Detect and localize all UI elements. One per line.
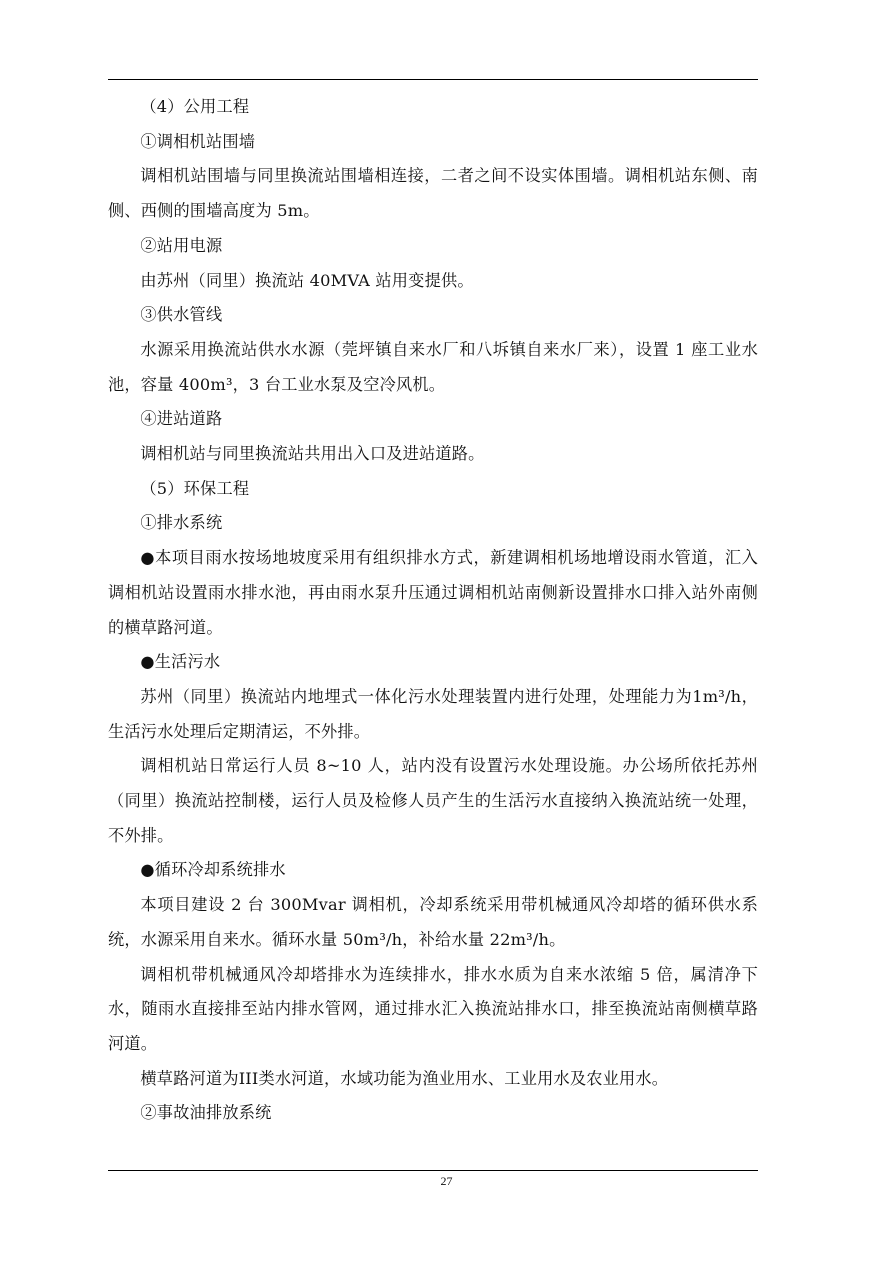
paragraph-water-supply: 水源采用换流站供水水源（莞坪镇自来水厂和八坼镇自来水厂来），设置 1 座工业水池，容量 400m³，3 台工业水泵及空冷风机。 (108, 339, 758, 394)
paragraph-sewage-treatment: 苏州（同里）换流站内地埋式一体化污水处理装置内进行处理，处理能力为1m³/h，生活污水处理后定期清运，不外排。 (108, 686, 758, 741)
subheading-wall: ①调相机站围墙 (140, 131, 256, 151)
subheading-domestic-sewage: ●生活污水 (140, 652, 221, 672)
paragraph-power: 由苏州（同里）换流站 40MVA 站用变提供。 (140, 270, 474, 290)
header-rule (108, 79, 758, 80)
page-number: 27 (440, 1174, 453, 1188)
subheading-water-supply: ③供水管线 (140, 305, 223, 325)
paragraph-cooling-system: 本项目建设 2 台 300Mvar 调相机，冷却系统采用带机械通风冷却塔的循环供水系统，水源采用自来水。循环水量 50m³/h，补给水量 22m³/h。 (108, 895, 758, 949)
paragraph-wall: 调相机站围墙与同里换流站围墙相连接，二者之间不设实体围墙。调相机站东侧、南侧、西侧的围墙高度为 5m。 (108, 166, 758, 221)
paragraph-access-road: 调相机站与同里换流站共用出入口及进站道路。 (140, 444, 485, 464)
paragraph-river-class: 横草路河道为III类水河道，水域功能为渔业用水、工业用水及农业用水。 (140, 1068, 669, 1088)
subheading-drainage: ①排水系统 (140, 513, 223, 533)
paragraph-staff-sewage: 调相机站日常运行人员 8~10 人，站内没有设置污水处理设施。办公场所依托苏州（同里）换流站控制楼，运行人员及检修人员产生的生活污水直接纳入换流站统一处理，不外排。 (108, 756, 758, 845)
section-heading-public-works: （4）公用工程 (140, 97, 250, 116)
subheading-access-road: ④进站道路 (140, 409, 223, 429)
subheading-power: ②站用电源 (140, 235, 223, 255)
subheading-cooling-drainage: ●循环冷却系统排水 (140, 860, 286, 880)
subheading-oil-discharge: ②事故油排放系统 (140, 1103, 272, 1123)
page-body (108, 90, 758, 1131)
paragraph-cooling-discharge: 调相机带机械通风冷却塔排水为连续排水，排水水质为自来水浓缩 5 倍，属清净下水，随雨水直接排至站内排水管网，通过排水汇入换流站排水口，排至换流站南侧横草路河道。 (108, 964, 758, 1053)
paragraph-rainwater: ●本项目雨水按场地坡度采用有组织排水方式，新建调相机场地增设雨水管道，汇入调相机站设置雨水排水池，再由雨水泵升压通过调相机站南侧新设置排水口排入站外南侧的横草路河道。 (108, 548, 758, 637)
section-heading-environmental: （5）环保工程 (140, 478, 250, 498)
footer-rule (108, 1170, 758, 1171)
